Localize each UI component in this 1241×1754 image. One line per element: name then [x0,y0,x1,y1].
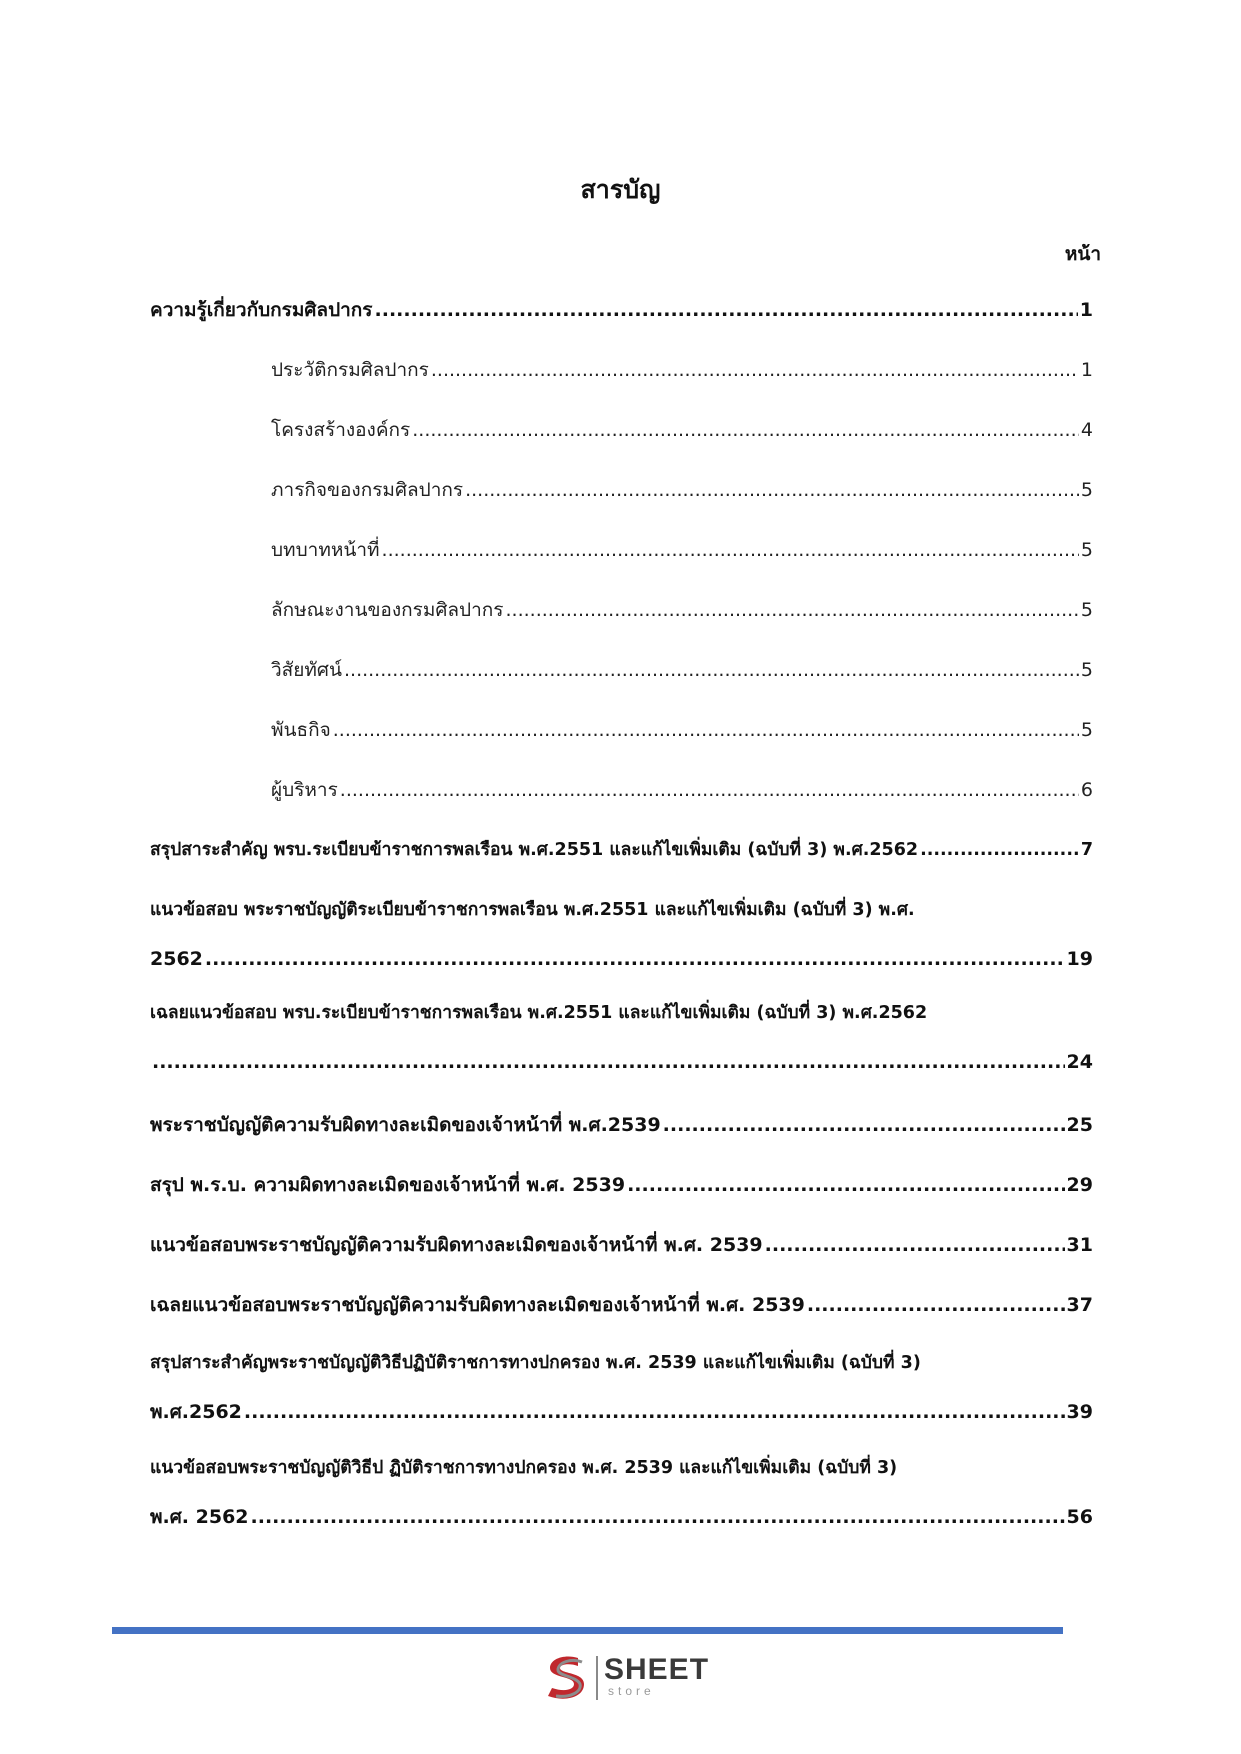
toc-entry-label-line2: พ.ศ.2562 [150,1401,242,1423]
toc-subentry[interactable] [271,355,1093,385]
toc-entry[interactable] [150,1170,1093,1200]
toc-entry-page: 24 [1066,1051,1093,1073]
toc-dot-leader [506,595,1079,625]
toc-entry[interactable] [150,944,1093,974]
toc-entry-label: บทบาทหน้าที่ [271,539,380,561]
toc-entry-label: วิสัยทัศน์ [271,659,342,681]
toc-entry-page: 6 [1080,779,1093,801]
toc-entry[interactable] [150,295,1093,325]
toc-dot-leader [807,1290,1065,1320]
toc-entry-page: 5 [1080,719,1093,741]
toc-dot-leader [627,1170,1064,1200]
toc-dot-leader [344,655,1079,685]
toc-entry-page: 7 [1080,840,1093,860]
toc-entry-page: 31 [1066,1234,1093,1256]
toc-dot-leader [412,415,1079,445]
toc-dot-leader [765,1230,1065,1260]
sheet-store-logo [538,1650,708,1706]
toc-entry-page: 5 [1080,539,1093,561]
toc-entry[interactable] [150,1290,1093,1320]
toc-entry-page: 39 [1066,1401,1093,1423]
toc-dot-leader [340,775,1079,805]
toc-dot-leader [152,1047,1065,1077]
toc-entry-label: โครงสร้างองค์กร [271,419,411,441]
toc-dot-leader [244,1397,1065,1427]
logo-subtext: store [608,1684,655,1698]
toc-entry-label-line2: พ.ศ. 2562 [150,1506,249,1528]
toc-entry-label: ภารกิจของกรมศิลปากร [271,479,464,501]
toc-dot-leader [375,295,1078,325]
page-column-header: หน้า [1064,243,1101,265]
toc-entry-page: 5 [1080,479,1093,501]
toc-entry-page: 5 [1080,599,1093,621]
toc-entry-label: ผู้บริหาร [271,779,338,801]
toc-entry-label: ลักษณะงานของกรมศิลปากร [271,599,504,621]
logo-text: SHEET [604,1653,710,1686]
toc-entry-label-line1[interactable]: เฉลยแนวข้อสอบ พรบ.ระเบียบข้าราชการพลเรือน พ.ศ.2551 และแก้ไขเพิ่มเติม (ฉบับที่ 3) พ.ศ.2562 [150,1003,928,1023]
toc-subentry[interactable] [271,655,1093,685]
toc-entry-page: 4 [1080,419,1093,441]
toc-entry-label-line2: 2562 [150,948,203,970]
toc-entry[interactable] [150,1397,1093,1427]
toc-dot-leader [663,1110,1065,1140]
toc-entry-page: 37 [1066,1294,1093,1316]
toc-entry-label-line1[interactable]: สรุปสาระสำคัญพระราชบัญญัติวิธีปฏิบัติราชการทางปกครอง พ.ศ. 2539 และแก้ไขเพิ่มเติม (ฉบับที่ 3) [150,1353,921,1373]
toc-dot-leader [920,835,1079,865]
toc-dot-leader [333,715,1079,745]
toc-subentry[interactable] [271,475,1093,505]
toc-entry-label: สรุป พ.ร.บ. ความผิดทางละเมิดของเจ้าหน้าที่ พ.ศ. 2539 [150,1174,626,1196]
toc-entry-label: ประวัติกรมศิลปากร [271,359,429,381]
toc-entry-label-line1[interactable]: แนวข้อสอบพระราชบัญญัติวิธีป ฏิบัติราชการทางปกครอง พ.ศ. 2539 และแก้ไขเพิ่มเติม (ฉบับที่ 3) [150,1458,898,1478]
toc-entry-page: 1 [1079,299,1093,321]
toc-entry-page: 25 [1066,1114,1093,1136]
toc-subentry[interactable] [271,415,1093,445]
toc-subentry[interactable] [271,535,1093,565]
toc-entry-label: พระราชบัญญัติความรับผิดทางละเมิดของเจ้าหน้าที่ พ.ศ.2539 [150,1114,661,1136]
toc-subentry[interactable] [271,775,1093,805]
toc-entry[interactable] [150,1230,1093,1260]
toc-entry-page: 5 [1080,659,1093,681]
toc-entry[interactable] [150,1502,1093,1532]
toc-entry[interactable] [150,1110,1093,1140]
toc-entry-page: 29 [1066,1174,1093,1196]
toc-dot-leader [431,355,1079,385]
toc-dot-leader [251,1502,1065,1532]
footer-divider-bar [112,1627,1063,1634]
logo-divider [596,1656,598,1700]
sheet-store-logo-icon [538,1650,594,1706]
toc-entry-page: 19 [1066,948,1093,970]
toc-subentry[interactable] [271,715,1093,745]
toc-subentry[interactable] [271,595,1093,625]
toc-entry[interactable] [150,835,1093,865]
toc-entry-label: ความรู้เกี่ยวกับกรมศิลปากร [150,299,373,321]
toc-entry-label-line1[interactable]: แนวข้อสอบ พระราชบัญญัติระเบียบข้าราชการพลเรือน พ.ศ.2551 และแก้ไขเพิ่มเติม (ฉบับที่ 3) พ.ศ. [150,900,915,920]
toc-entry-label: แนวข้อสอบพระราชบัญญัติความรับผิดทางละเมิดของเจ้าหน้าที่ พ.ศ. 2539 [150,1234,763,1256]
toc-dot-leader [205,944,1065,974]
toc-entry-page: 1 [1080,359,1093,381]
document-title: สารบัญ [580,175,661,204]
toc-entry[interactable] [150,1047,1093,1077]
toc-dot-leader [465,475,1079,505]
toc-entry-page: 56 [1066,1506,1093,1528]
toc-entry-label: พันธกิจ [271,719,331,741]
toc-entry-label: สรุปสาระสำคัญ พรบ.ระเบียบข้าราชการพลเรือน พ.ศ.2551 และแก้ไขเพิ่มเติม (ฉบับที่ 3) พ.ศ.2562 [150,840,919,860]
toc-dot-leader [382,535,1079,565]
toc-entry-label: เฉลยแนวข้อสอบพระราชบัญญัติความรับผิดทางละเมิดของเจ้าหน้าที่ พ.ศ. 2539 [150,1294,805,1316]
